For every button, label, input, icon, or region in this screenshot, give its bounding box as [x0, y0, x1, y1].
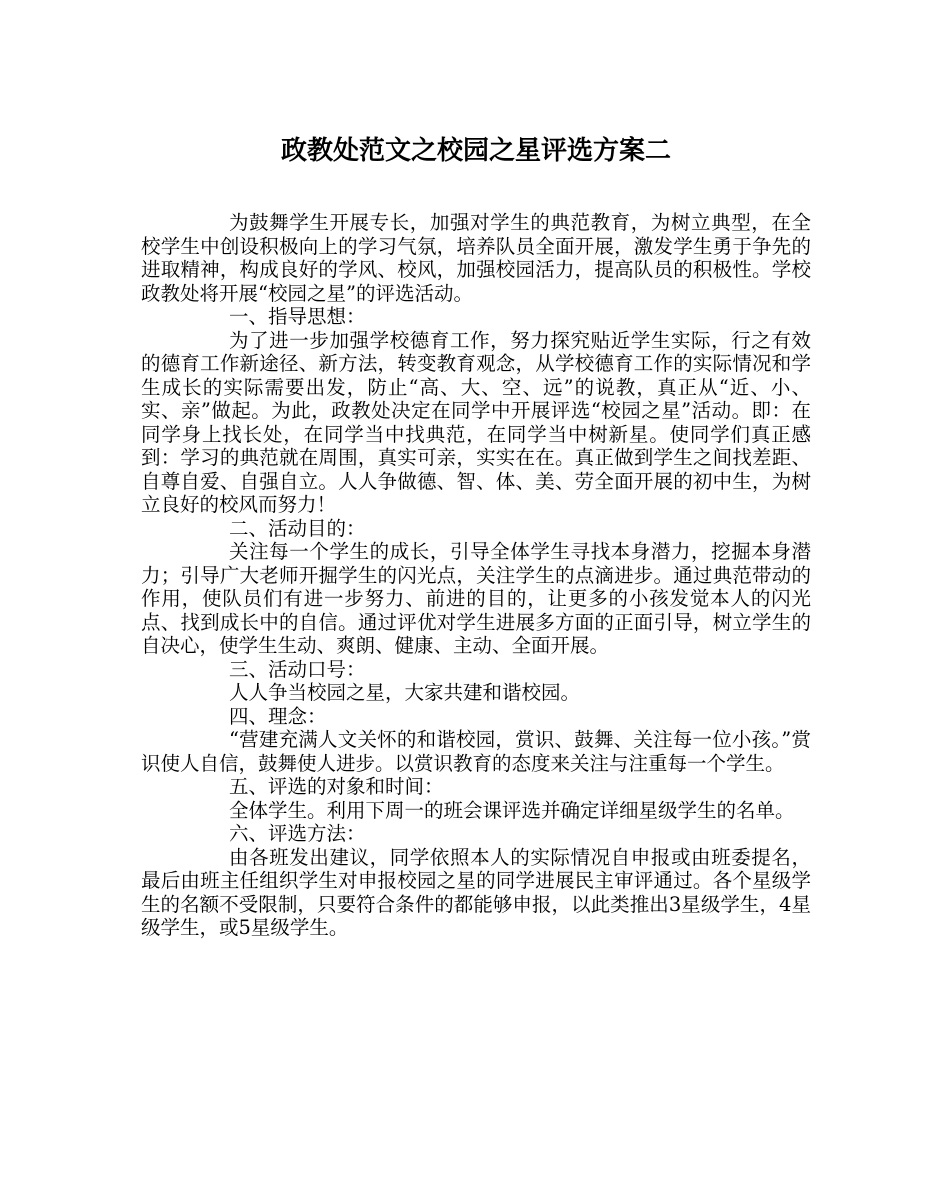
section-heading-guiding-ideology: 一、指导思想：	[229, 305, 366, 328]
intro-paragraph: 为鼓舞学生开展专长，加强对学生的典范教育，为树立典型，在全校学生中创设积极向上的学习气氛，培养队员全面开展，激发学生勇于争先的进取精神，构成良好的学风、校风，加强校园活力，提高队员的积极性。学校政教处将开展“校园之星”的评选活动。	[141, 211, 811, 305]
section-heading-philosophy: 四、理念：	[229, 704, 327, 728]
section-heading-activity-purpose: 二、活动目的：	[229, 516, 366, 540]
section-heading-selection-method: 六、评选方法：	[229, 822, 366, 845]
selection-method-paragraph: 由各班发出建议，同学依照本人的实际情况自申报或由班委提名，最后由班主任组织学生对申报校园之星的同学进展民主审评通过。各个星级学生的名额不受限制，只要符合条件的都能够申报，以此类推出3星级学生，4星级学生，或5星级学生。	[141, 845, 811, 939]
document-title: 政教处范文之校园之星评选方案二	[280, 136, 671, 166]
philosophy-paragraph: “营建充满人文关怀的和谐校园，赏识、鼓舞、关注每一位小孩。”赏识使人自信，鼓舞使人进步。以赏识教育的态度来关注与注重每一个学生。	[141, 728, 811, 775]
activity-slogan-paragraph: 人人争当校园之星，大家共建和谐校园。	[229, 681, 581, 704]
activity-purpose-paragraph: 关注每一个学生的成长，引导全体学生寻找本身潜力，挖掘本身潜力；引导广大老师开掘学生的闪光点，关注学生的点滴进步。通过典范带动的作用，使队员们有进一步努力、前进的目的，让更多的小孩发觉本人的闪光点、找到成长中的自信。通过评优对学生进展多方面的正面引导，树立学生的自决心，使学生生动、爽朗、健康、主动、全面开展。	[141, 540, 811, 657]
document-body	[141, 211, 811, 940]
target-and-time-paragraph: 全体学生。利用下周一的班会课评选并确定详细星级学生的名单。	[229, 798, 795, 822]
section-heading-activity-slogan: 三、活动口号：	[229, 657, 366, 681]
guiding-ideology-paragraph: 为了进一步加强学校德育工作，努力探究贴近学生实际，行之有效的德育工作新途径、新方法，转变教育观念，从学校德育工作的实际情况和学生成长的实际需要出发，防止“高、大、空、远”的说教，真正从“近、小、实、亲”做起。为此，政教处决定在同学中开展评选“校园之星”活动。即：在同学身上找长处，在同学当中找典范，在同学当中树新星。使同学们真正感到：学习的典范就在周围，真实可亲，实实在在。真正做到学生之间找差距、自尊自爱、自强自立。人人争做德、智、体、美、劳全面开展的初中生，为树立良好的校风而努力！	[141, 328, 811, 516]
section-heading-target-and-time: 五、评选的对象和时间：	[229, 775, 444, 798]
